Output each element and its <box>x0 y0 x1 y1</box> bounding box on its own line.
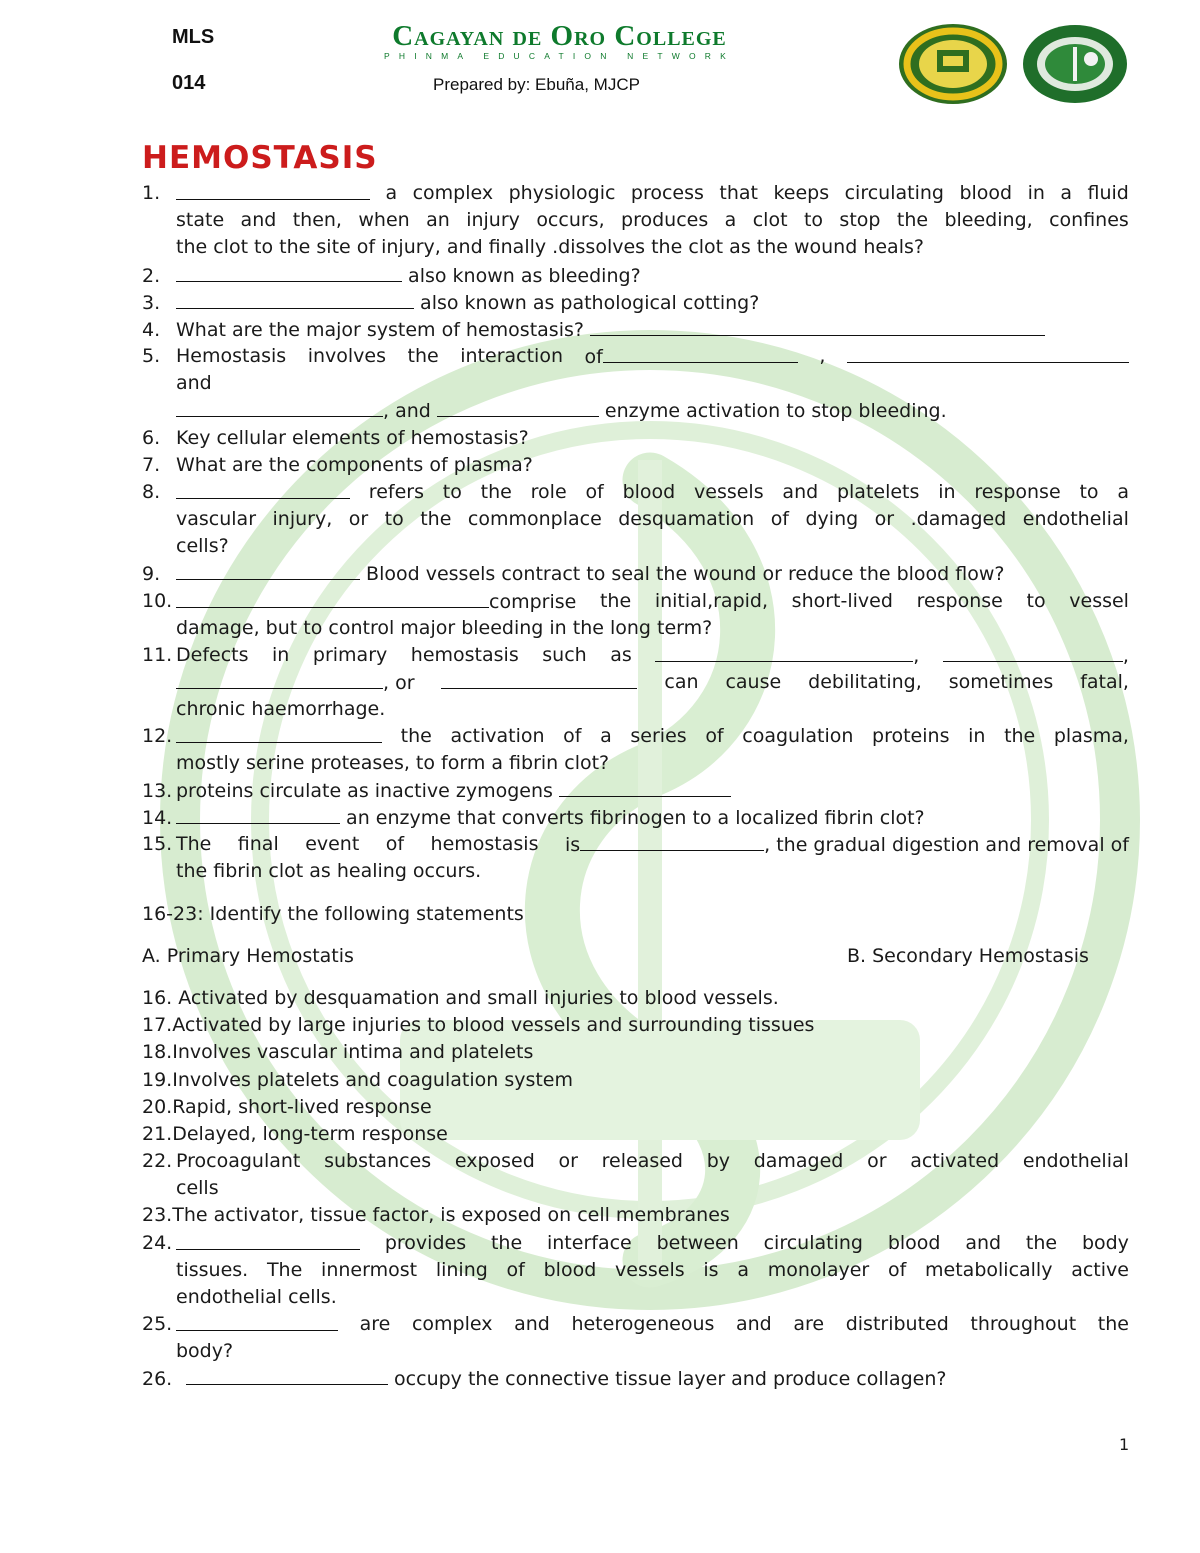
word: and <box>782 481 819 503</box>
word: hemostasis <box>410 644 519 666</box>
word: released <box>601 1150 683 1172</box>
word: as <box>610 644 632 666</box>
word: to <box>442 481 462 503</box>
word: keeps <box>773 182 830 204</box>
statement-19: 19.Involves platelets and coagulation system <box>142 1069 574 1091</box>
word: the <box>896 209 929 231</box>
word: commonplace <box>467 508 602 530</box>
question-5-text-line2: and <box>176 372 212 394</box>
answer-blank[interactable] <box>176 588 489 608</box>
answer-blank[interactable] <box>176 669 383 689</box>
word: vessels <box>694 481 764 503</box>
word: and <box>736 1313 772 1335</box>
question-number: 1. <box>142 182 161 204</box>
word: .damaged <box>910 508 1007 530</box>
question-text: enzyme activation to stop bleeding. <box>604 400 947 422</box>
question-24-text-line3: endothelial cells. <box>176 1286 337 1308</box>
word: of <box>506 1259 525 1281</box>
question-25-text-line2: body? <box>176 1340 234 1362</box>
question-number: 7. <box>142 454 161 476</box>
answer-blank[interactable] <box>176 560 360 580</box>
question-number: 26. <box>142 1368 173 1390</box>
word: final <box>237 833 279 855</box>
word: sometimes <box>948 671 1054 693</box>
word: confines <box>1049 209 1129 231</box>
word: in <box>938 481 956 503</box>
comma: , <box>913 645 920 667</box>
question-15-text-line2: the fibrin clot as healing occurs. <box>176 860 482 882</box>
word: blood <box>543 1259 597 1281</box>
word: are <box>359 1313 391 1335</box>
word: of <box>887 1259 907 1281</box>
word: circulating <box>844 182 944 204</box>
comma: , <box>819 345 826 367</box>
word: short-lived <box>791 590 893 612</box>
question-11-number <box>142 642 176 669</box>
network-name: PHINMA EDUCATION NETWORK <box>384 51 735 61</box>
question-25-number <box>142 1311 176 1338</box>
word: state <box>176 209 225 231</box>
statement-22-line1 <box>176 1148 1129 1175</box>
word: is <box>703 1259 719 1281</box>
statement-21: 21.Delayed, long-term response <box>142 1123 448 1145</box>
question-8-text-line3: cells? <box>176 535 229 557</box>
word: damaged <box>753 1150 844 1172</box>
question-1-text-line2 <box>176 207 1129 234</box>
question-number: 3. <box>142 292 161 314</box>
question-number: 15. <box>142 833 173 855</box>
word: in <box>968 725 986 747</box>
word: the <box>407 345 439 367</box>
word: by <box>706 1150 730 1172</box>
question-text: occupy the connective tissue layer and produce collagen? <box>394 1368 947 1390</box>
word: initial,rapid, <box>654 590 769 612</box>
statement-17: 17.Activated by large injuries to blood vessels and surrounding tissues <box>142 1014 815 1036</box>
word: the <box>1025 1232 1058 1254</box>
question-7 <box>142 452 533 479</box>
question-12-text-line1 <box>176 723 1129 750</box>
word: complex <box>412 182 494 204</box>
word: Procoagulant <box>176 1150 301 1172</box>
answer-blank[interactable] <box>441 669 637 689</box>
answer-blank[interactable] <box>176 262 402 282</box>
word: response <box>974 481 1061 503</box>
word: role <box>530 481 567 503</box>
statement-22-line2: cells <box>176 1177 219 1199</box>
word: injury, <box>272 508 333 530</box>
word: that <box>719 182 758 204</box>
question-text: also known as pathological cotting? <box>420 292 760 314</box>
word: of <box>563 725 582 747</box>
word: process <box>630 182 704 204</box>
prepared-by: Prepared by: Ebuña, MJCP <box>433 75 640 94</box>
question-3 <box>142 289 759 317</box>
question-11-text-line3: chronic haemorrhage. <box>176 698 386 720</box>
word: clot <box>752 209 788 231</box>
word: when <box>358 209 410 231</box>
question-text: also known as bleeding? <box>408 265 641 287</box>
word: involves <box>307 345 387 367</box>
word: a <box>724 209 737 231</box>
word: tissues. <box>176 1259 249 1281</box>
word: bleeding, <box>944 209 1033 231</box>
word: blood <box>959 182 1013 204</box>
word: a <box>600 725 612 747</box>
word: exposed <box>454 1150 535 1172</box>
question-5-text-line3 <box>176 397 947 425</box>
word: substances <box>324 1150 432 1172</box>
question-10-number <box>142 588 176 615</box>
question-number: 25. <box>142 1313 173 1335</box>
question-4 <box>142 316 1045 344</box>
question-8-text-line1 <box>176 479 1129 506</box>
word: refers <box>368 481 424 503</box>
question-text: What are the major system of hemostasis? <box>176 319 584 341</box>
word: Defects <box>176 644 249 666</box>
word: to <box>803 209 824 231</box>
question-1-text-line1 <box>176 180 1129 207</box>
word: to <box>1079 481 1099 503</box>
answer-blank[interactable] <box>655 642 913 662</box>
word: throughout <box>970 1313 1077 1335</box>
question-number: 14. <box>142 807 173 829</box>
word: body <box>1081 1232 1129 1254</box>
question-8-text-line2 <box>176 506 1129 533</box>
word: comprise <box>489 591 577 613</box>
word: the <box>599 590 632 612</box>
word: debilitating, <box>808 671 922 693</box>
page-title: HEMOSTASIS <box>142 140 378 176</box>
word: can <box>664 671 699 693</box>
question-number: 4. <box>142 319 161 341</box>
word: monolayer <box>767 1259 870 1281</box>
word: fluid <box>1087 182 1129 204</box>
question-24-text-line1 <box>176 1230 1129 1257</box>
word: a <box>385 182 398 204</box>
answer-blank[interactable] <box>847 343 1129 363</box>
question-number: 5. <box>142 345 161 367</box>
word: proteins <box>872 725 950 747</box>
word: distributed <box>845 1313 949 1335</box>
question-8-number <box>142 479 176 506</box>
word: a <box>737 1259 749 1281</box>
question-15-text-line1 <box>176 831 1129 859</box>
word: of <box>584 346 603 368</box>
word: interaction <box>460 345 563 367</box>
question-text: Blood vessels contract to seal the wound or reduce the blood flow? <box>366 563 1005 585</box>
answer-blank[interactable] <box>559 777 731 797</box>
question-number: 2. <box>142 265 161 287</box>
word: then, <box>292 209 342 231</box>
word: fatal, <box>1080 671 1129 693</box>
word: endothelial <box>1022 508 1129 530</box>
word: an <box>426 209 450 231</box>
word: The <box>176 833 212 855</box>
course-code-line1: MLS <box>172 26 215 48</box>
statement-16: 16. Activated by desquamation and small injuries to blood vessels. <box>142 987 779 1009</box>
question-25-text-line1 <box>176 1311 1129 1338</box>
question-12-number <box>142 723 176 750</box>
word: dying <box>805 508 859 530</box>
answer-blank[interactable] <box>176 397 383 417</box>
answer-blank[interactable] <box>186 1365 388 1385</box>
word: vascular <box>176 508 257 530</box>
word: platelets <box>836 481 920 503</box>
word: the <box>1004 725 1036 747</box>
word: innermost <box>321 1259 418 1281</box>
question-5-number <box>142 343 176 370</box>
word: the <box>480 481 512 503</box>
question-10-text-line1 <box>176 588 1129 616</box>
question-13 <box>142 777 731 805</box>
word: is <box>564 834 581 856</box>
word: provides <box>384 1232 467 1254</box>
answer-blank[interactable] <box>943 642 1123 662</box>
word: between <box>656 1232 739 1254</box>
word: blood <box>887 1232 941 1254</box>
word: plasma, <box>1053 725 1129 747</box>
word: vessel <box>1069 590 1129 612</box>
answer-blank[interactable] <box>176 289 414 309</box>
word: of <box>385 833 405 855</box>
word: to <box>1026 590 1046 612</box>
question-14 <box>142 804 925 832</box>
college-seal-logo <box>897 22 1009 106</box>
word: series <box>630 725 687 747</box>
word: or <box>348 508 369 530</box>
question-1-text-line3: the clot to the site of injury, and finally .dissolves the clot as the wound heals? <box>176 236 924 258</box>
question-15-number <box>142 831 176 858</box>
question-number: 22. <box>142 1150 173 1172</box>
word: a <box>1060 182 1073 204</box>
question-number: 9. <box>142 563 161 585</box>
answer-blank[interactable] <box>580 831 764 851</box>
word: and <box>965 1232 1002 1254</box>
medtech-seal-logo <box>1021 23 1129 105</box>
word: the <box>400 725 432 747</box>
word: produces <box>621 209 709 231</box>
question-number: 13. <box>142 780 173 802</box>
question-text: , and <box>383 400 431 422</box>
answer-blank[interactable] <box>176 180 370 200</box>
answer-blank[interactable] <box>176 479 350 499</box>
word: such <box>542 644 587 666</box>
word: lining <box>435 1259 488 1281</box>
question-number: 11. <box>142 644 173 666</box>
question-number: 6. <box>142 427 161 449</box>
question-6 <box>142 425 529 452</box>
word: injury <box>466 209 520 231</box>
statement-18: 18.Involves vascular intima and platelets <box>142 1041 534 1063</box>
word: or <box>874 508 895 530</box>
word: blood <box>622 481 676 503</box>
question-11-text-line1 <box>176 642 1129 670</box>
question-26 <box>142 1365 946 1393</box>
question-number: 24. <box>142 1232 173 1254</box>
question-1-line1 <box>142 180 176 207</box>
word: interface <box>546 1232 632 1254</box>
answer-blank[interactable] <box>176 1230 360 1250</box>
word: the <box>490 1232 523 1254</box>
word: of <box>705 725 724 747</box>
answer-blank[interactable] <box>176 1311 338 1331</box>
word: hemostasis <box>430 833 539 855</box>
word: activation <box>450 725 545 747</box>
word: primary <box>312 644 388 666</box>
word: Hemostasis <box>176 345 287 367</box>
option-a: A. Primary Hemostatis <box>142 945 354 967</box>
question-11-text-line2 <box>176 669 1129 697</box>
word: active <box>1071 1259 1129 1281</box>
question-text: an enzyme that converts fibrinogen to a localized fibrin clot? <box>346 807 925 829</box>
page-number: 1 <box>1119 1435 1130 1454</box>
word: metabolically <box>925 1259 1053 1281</box>
question-text: proteins circulate as inactive zymogens <box>176 780 553 802</box>
comma: , <box>1122 645 1129 667</box>
question-text: , the gradual digestion and removal of <box>764 834 1129 856</box>
question-9 <box>142 560 1005 588</box>
word: to <box>384 508 404 530</box>
word: physiologic <box>508 182 616 204</box>
question-text: What are the components of plasma? <box>176 454 533 476</box>
word: a <box>1117 481 1129 503</box>
word: and <box>514 1313 550 1335</box>
word: or <box>558 1150 578 1172</box>
word: , or <box>383 672 415 694</box>
word: are <box>793 1313 825 1335</box>
question-text: Key cellular elements of hemostasis? <box>176 427 529 449</box>
answer-blank[interactable] <box>176 804 340 824</box>
question-number: 8. <box>142 481 161 503</box>
word: endothelial <box>1022 1150 1129 1172</box>
word: stop <box>839 209 881 231</box>
word: cause <box>725 671 782 693</box>
question-10-text-line2: damage, but to control major bleeding in the long term? <box>176 617 713 639</box>
word: or <box>867 1150 887 1172</box>
word: coagulation <box>742 725 854 747</box>
word: event <box>305 833 360 855</box>
option-b: B. Secondary Hemostasis <box>847 945 1089 967</box>
question-2 <box>142 262 641 290</box>
word: circulating <box>763 1232 863 1254</box>
word: desquamation <box>618 508 755 530</box>
answer-blank[interactable] <box>437 397 599 417</box>
answer-blank[interactable] <box>176 723 382 743</box>
college-name: Cagayan de Oro College <box>392 20 727 52</box>
word: activated <box>910 1150 1000 1172</box>
word: vessels <box>615 1259 685 1281</box>
course-code-line2: 014 <box>172 72 206 94</box>
word: the <box>420 508 452 530</box>
word: heterogeneous <box>571 1313 715 1335</box>
word: The <box>266 1259 303 1281</box>
question-12-text-line2: mostly serine proteases, to form a fibrin clot? <box>176 752 610 774</box>
question-24-text-line2 <box>176 1257 1129 1284</box>
word: the <box>1097 1313 1129 1335</box>
word: response <box>916 590 1003 612</box>
statement-23: 23.The activator, tissue factor, is exposed on cell membranes <box>142 1204 730 1226</box>
section-instruction: 16-23: Identify the following statements <box>142 903 524 925</box>
question-number: 12. <box>142 725 173 747</box>
question-24-number <box>142 1230 176 1257</box>
answer-blank[interactable] <box>590 316 1045 336</box>
word: complex <box>411 1313 493 1335</box>
word: in <box>1027 182 1045 204</box>
word: and <box>240 209 277 231</box>
word: of <box>770 508 790 530</box>
statement-20: 20.Rapid, short-lived response <box>142 1096 432 1118</box>
statement-22-number <box>142 1148 176 1175</box>
word: in <box>272 644 290 666</box>
question-5-text-line1 <box>176 343 1129 371</box>
question-number: 10. <box>142 590 173 612</box>
word: of <box>585 481 604 503</box>
answer-blank[interactable] <box>603 343 798 363</box>
word: occurs, <box>536 209 605 231</box>
